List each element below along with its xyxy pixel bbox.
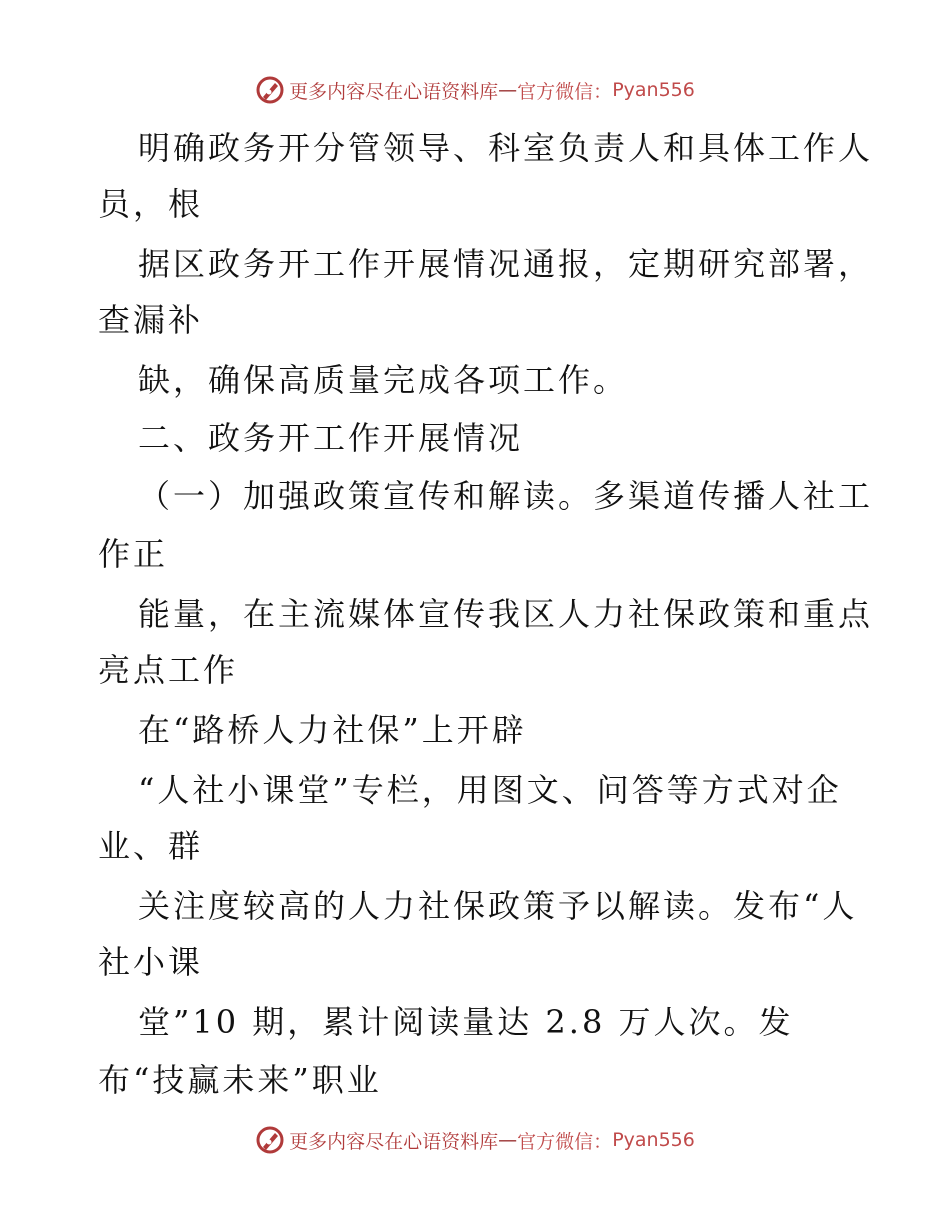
- text-line: 明确政务开分管领导、科室负责人和具体工作人: [138, 129, 874, 167]
- section-heading: 二、政务开工作开展情况: [138, 419, 524, 457]
- watermark-banner-bottom: [0, 1120, 950, 1160]
- text-line: 缺，确保高质量完成各项工作。: [138, 361, 629, 399]
- text-line: 据区政务开工作开展情况通报，定期研究部署，: [138, 245, 874, 283]
- text-line: 能量，在主流媒体宣传我区人力社保政策和重点: [138, 595, 874, 633]
- text-line: （一）加强政策宣传和解读。多渠道传播人社工: [138, 477, 874, 515]
- pen-logo-icon: [255, 1125, 285, 1155]
- text-line: 关注度较高的人力社保政策予以解读。发布“人: [138, 887, 858, 925]
- banner-wechat-label: 官方微信：: [517, 80, 613, 103]
- banner-wechat-label: 官方微信：: [517, 1130, 613, 1153]
- banner-text: 更多内容尽在心语资料库: [289, 1130, 499, 1153]
- banner-text: 更多内容尽在心语资料库: [289, 80, 499, 103]
- pen-logo-icon: [255, 75, 285, 105]
- banner-separator: —: [498, 79, 518, 101]
- banner-wechat-id: Pyan556: [612, 79, 695, 101]
- text-line: 社小课: [98, 943, 204, 981]
- text-line: 作正: [98, 535, 169, 573]
- text-line: 查漏补: [98, 301, 204, 339]
- banner-wechat-id: Pyan556: [612, 1129, 695, 1151]
- text-line: 业、群: [98, 827, 204, 865]
- watermark-banner-top: [0, 70, 950, 110]
- text-line: 布“技赢未来”职业: [98, 1061, 382, 1099]
- text-line: “人社小课堂”专栏，用图文、问答等方式对企: [138, 771, 842, 809]
- text-line: 员，根: [98, 185, 204, 223]
- text-line: 亮点工作: [98, 651, 239, 689]
- text-line: 堂”10 期，累计阅读量达 2.8 万人次。发: [138, 1003, 794, 1041]
- text-line: 在“路桥人力社保”上开辟: [138, 711, 527, 749]
- banner-separator: —: [498, 1129, 518, 1151]
